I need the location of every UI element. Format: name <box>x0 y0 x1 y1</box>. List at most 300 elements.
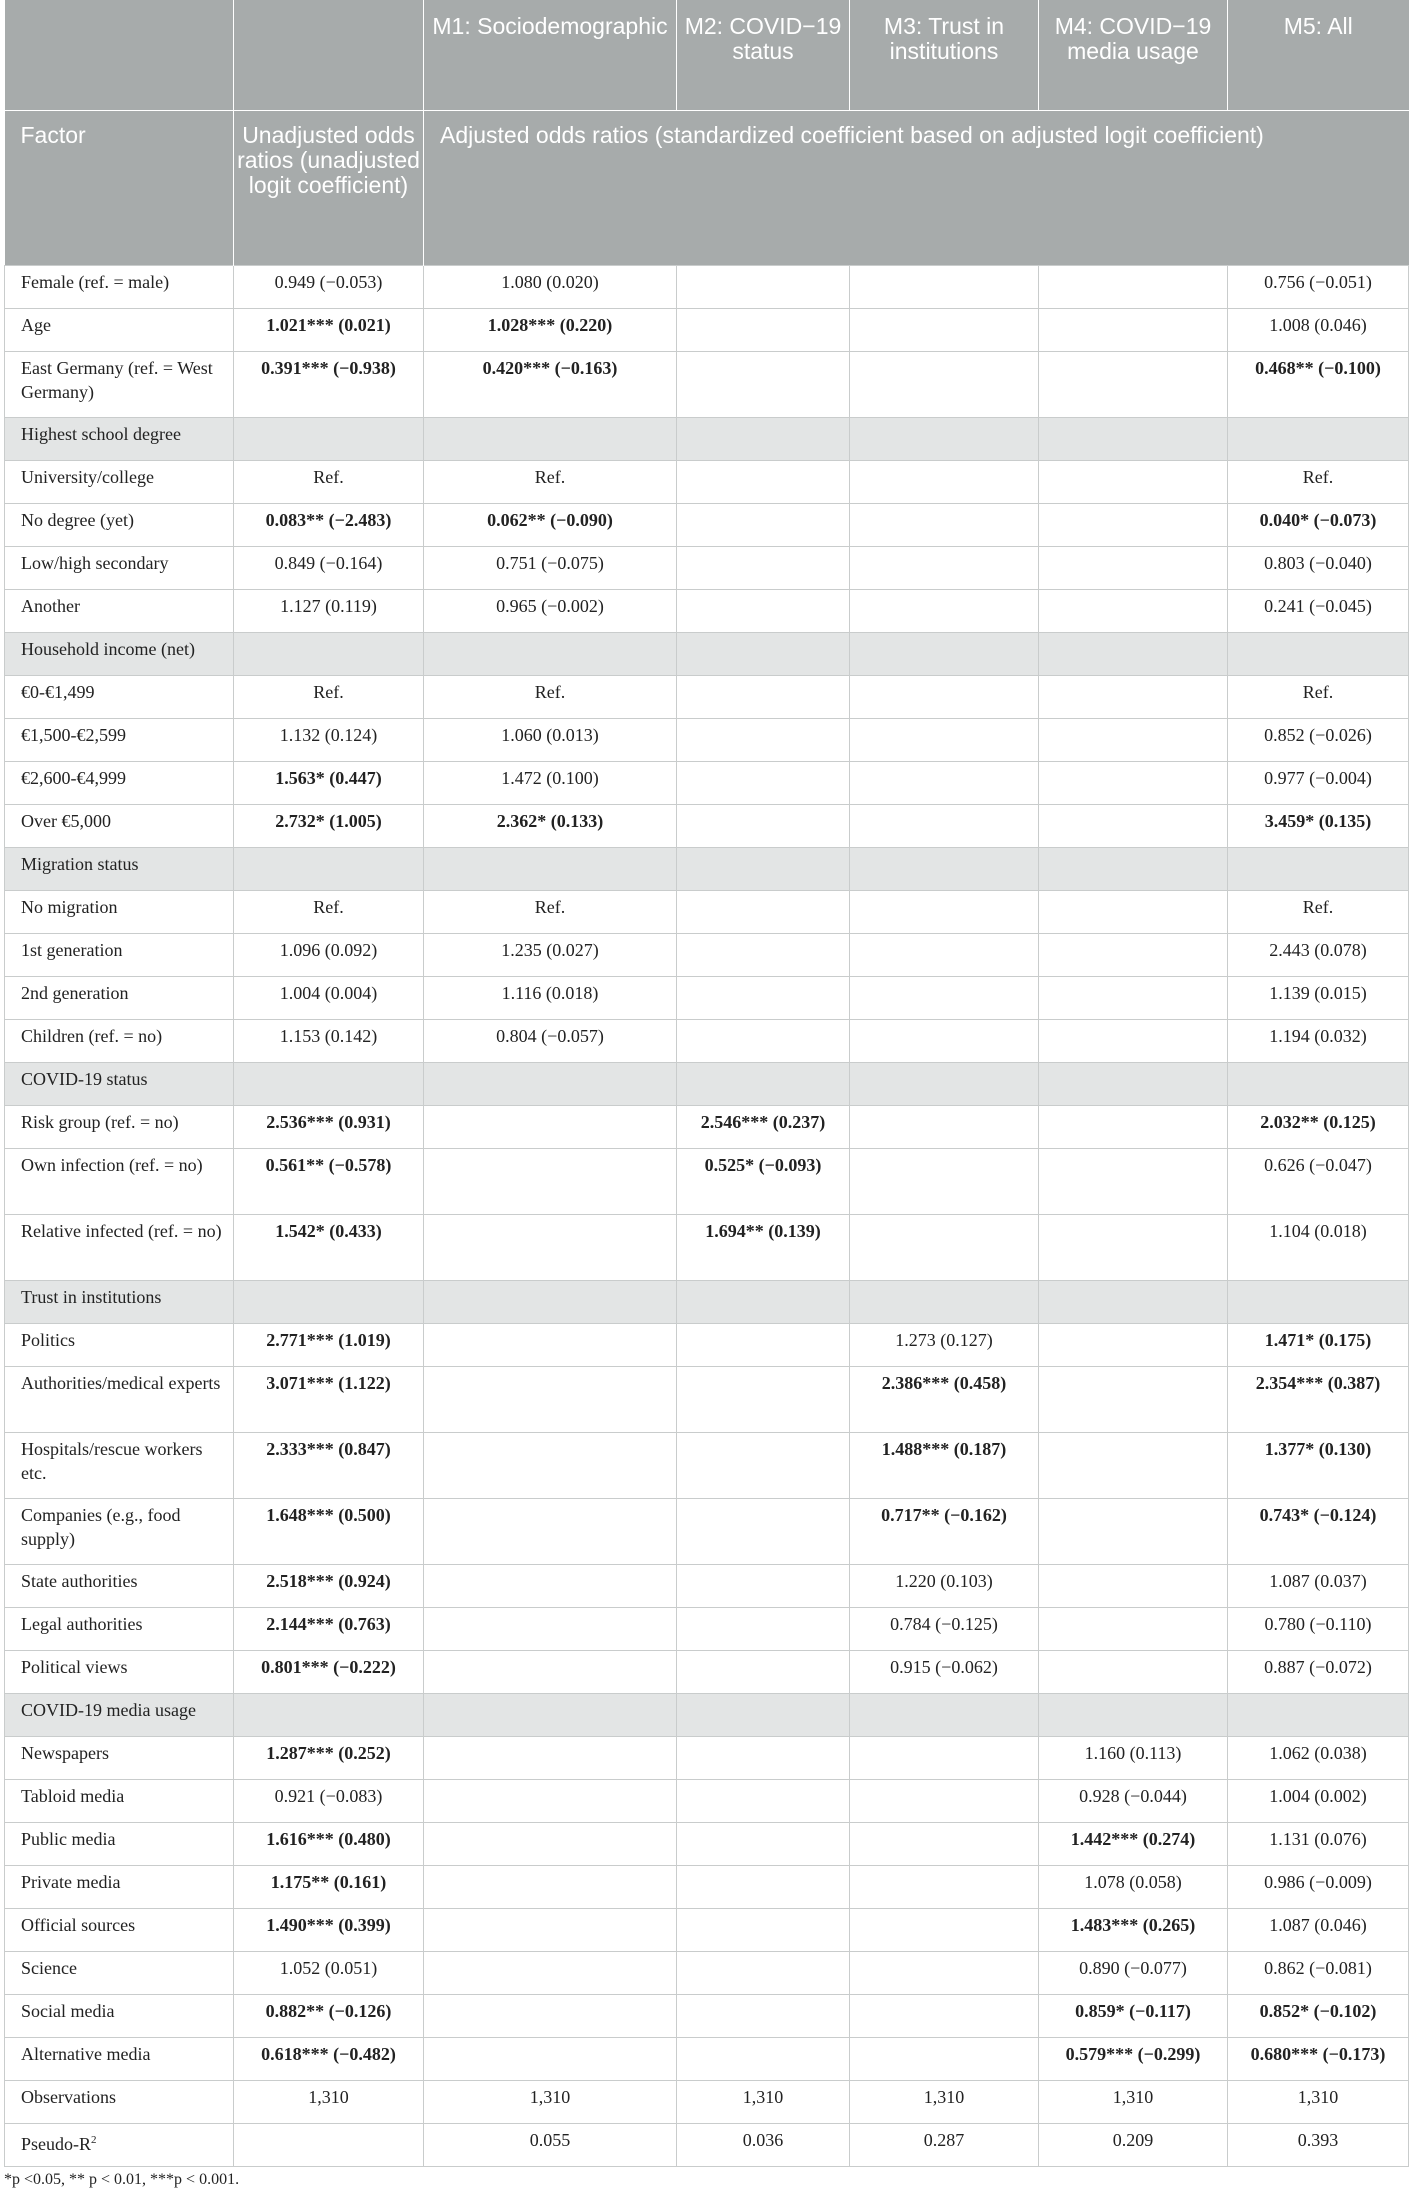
value-cell: 0.801*** (−0.222) <box>234 1651 424 1694</box>
value-cell <box>677 1866 850 1909</box>
value-cell: 2.144*** (0.763) <box>234 1608 424 1651</box>
value-cell <box>850 1281 1039 1324</box>
row-label <box>5 2124 234 2167</box>
value-cell: 2.536*** (0.931) <box>234 1106 424 1149</box>
value-cell <box>424 1737 677 1780</box>
model-header-m3: M3: Trust in institutions <box>850 0 1039 111</box>
value-cell <box>677 1995 850 2038</box>
value-cell <box>424 1608 677 1651</box>
row-label-text: Newspapers <box>21 1743 109 1763</box>
value-cell: 0.965 (−0.002) <box>424 590 677 633</box>
value-cell: 1.648*** (0.500) <box>234 1499 424 1565</box>
value-cell <box>850 1149 1039 1215</box>
value-cell <box>234 848 424 891</box>
value-cell: 1.087 (0.046) <box>1228 1909 1409 1952</box>
table-row <box>5 1866 1409 1909</box>
row-label-text: 1st generation <box>21 940 123 960</box>
value-cell <box>1039 934 1228 977</box>
row-label-text: Private media <box>21 1872 121 1892</box>
section-header-row <box>5 1063 1409 1106</box>
value-cell: 2.386*** (0.458) <box>850 1367 1039 1433</box>
row-label-text: Migration status <box>21 854 139 874</box>
value-cell <box>850 309 1039 352</box>
value-cell <box>850 2038 1039 2081</box>
value-cell <box>850 547 1039 590</box>
value-cell <box>1228 418 1409 461</box>
value-cell <box>1039 1499 1228 1565</box>
row-label <box>5 1952 234 1995</box>
row-label-text: Legal authorities <box>21 1614 143 1634</box>
row-label <box>5 1215 234 1281</box>
value-cell: 0.083** (−2.483) <box>234 504 424 547</box>
value-cell <box>850 1909 1039 1952</box>
value-cell <box>677 352 850 418</box>
value-cell <box>424 1565 677 1608</box>
row-label <box>5 461 234 504</box>
value-cell <box>677 1737 850 1780</box>
row-label <box>5 1020 234 1063</box>
value-cell: 1.131 (0.076) <box>1228 1823 1409 1866</box>
value-cell <box>677 805 850 848</box>
value-cell <box>1039 891 1228 934</box>
value-cell <box>677 547 850 590</box>
value-cell <box>850 719 1039 762</box>
row-label-text: COVID-19 media usage <box>21 1700 196 1720</box>
value-cell <box>424 1324 677 1367</box>
value-cell: Ref. <box>424 461 677 504</box>
value-cell: 0.287 <box>850 2124 1039 2167</box>
value-cell <box>677 1367 850 1433</box>
row-label <box>5 1780 234 1823</box>
value-cell <box>850 266 1039 309</box>
row-label-text: Politics <box>21 1330 76 1350</box>
value-cell <box>1039 1281 1228 1324</box>
value-cell <box>234 1281 424 1324</box>
value-cell <box>850 418 1039 461</box>
row-label-text: Risk group (ref. = no) <box>21 1112 179 1132</box>
value-cell: 0.862 (−0.081) <box>1228 1952 1409 1995</box>
value-cell <box>424 848 677 891</box>
value-cell <box>850 762 1039 805</box>
value-cell <box>850 461 1039 504</box>
value-cell <box>677 1608 850 1651</box>
value-cell <box>850 805 1039 848</box>
value-cell: 1,310 <box>677 2081 850 2124</box>
value-cell <box>1039 633 1228 676</box>
value-cell: Ref. <box>424 891 677 934</box>
significance-footnote: *p <0.05, ** p < 0.01, ***p < 0.001. <box>4 2171 240 2188</box>
section-header-row <box>5 1281 1409 1324</box>
table-row <box>5 676 1409 719</box>
table-row <box>5 504 1409 547</box>
value-cell <box>677 1694 850 1737</box>
value-cell: 0.986 (−0.009) <box>1228 1866 1409 1909</box>
model-header-empty <box>5 0 234 111</box>
value-cell: 0.468** (−0.100) <box>1228 352 1409 418</box>
row-label-text: €0-€1,499 <box>21 682 95 702</box>
row-label <box>5 1565 234 1608</box>
value-cell <box>1039 805 1228 848</box>
value-cell: 1.483*** (0.265) <box>1039 1909 1228 1952</box>
value-cell: 1.377* (0.130) <box>1228 1433 1409 1499</box>
section-label <box>5 418 234 461</box>
value-cell <box>1039 977 1228 1020</box>
row-label-text: No degree (yet) <box>21 510 134 530</box>
table-row <box>5 977 1409 1020</box>
value-cell <box>1228 1063 1409 1106</box>
row-label-text: Political views <box>21 1657 128 1677</box>
section-label <box>5 633 234 676</box>
value-cell: 1.116 (0.018) <box>424 977 677 1020</box>
table-row <box>5 1780 1409 1823</box>
value-cell: 3.459* (0.135) <box>1228 805 1409 848</box>
value-cell <box>424 1694 677 1737</box>
value-cell: 2.362* (0.133) <box>424 805 677 848</box>
value-cell <box>424 1433 677 1499</box>
value-cell <box>677 1952 850 1995</box>
value-cell: 0.391*** (−0.938) <box>234 352 424 418</box>
table-row <box>5 891 1409 934</box>
value-cell <box>424 1367 677 1433</box>
section-label <box>5 1063 234 1106</box>
row-label-text: Female (ref. = male) <box>21 272 170 292</box>
value-cell <box>424 1063 677 1106</box>
value-cell: 1.273 (0.127) <box>850 1324 1039 1367</box>
value-cell: Ref. <box>424 676 677 719</box>
value-cell <box>234 1063 424 1106</box>
value-cell <box>677 676 850 719</box>
row-label-text: Tabloid media <box>21 1786 125 1806</box>
value-cell <box>424 1651 677 1694</box>
row-label <box>5 1106 234 1149</box>
factor-header: Factor <box>5 111 234 266</box>
row-label <box>5 590 234 633</box>
row-label-text: Public media <box>21 1829 116 1849</box>
value-cell: 0.803 (−0.040) <box>1228 547 1409 590</box>
table-row <box>5 1215 1409 1281</box>
row-label <box>5 1608 234 1651</box>
row-label <box>5 547 234 590</box>
adjusted-header: Adjusted odds ratios (standardized coefficient based on adjusted logit coefficient) <box>424 111 1409 266</box>
value-cell <box>1228 848 1409 891</box>
value-cell <box>1039 504 1228 547</box>
value-cell <box>1039 719 1228 762</box>
value-cell <box>424 1952 677 1995</box>
value-cell: 1,310 <box>424 2081 677 2124</box>
table-row <box>5 2081 1409 2124</box>
value-cell: 1.087 (0.037) <box>1228 1565 1409 1608</box>
value-cell: 1,310 <box>1228 2081 1409 2124</box>
row-label <box>5 1367 234 1433</box>
table-row <box>5 934 1409 977</box>
value-cell: 0.921 (−0.083) <box>234 1780 424 1823</box>
value-cell: 1.004 (0.002) <box>1228 1780 1409 1823</box>
section-header-row <box>5 633 1409 676</box>
value-cell: Ref. <box>234 676 424 719</box>
row-label <box>5 266 234 309</box>
value-cell: 1.563* (0.447) <box>234 762 424 805</box>
row-label <box>5 309 234 352</box>
row-label-text: No migration <box>21 897 118 917</box>
value-cell: 2.732* (1.005) <box>234 805 424 848</box>
row-label-text: Science <box>21 1958 77 1978</box>
value-cell: 0.393 <box>1228 2124 1409 2167</box>
row-label <box>5 934 234 977</box>
row-label-text: Children (ref. = no) <box>21 1026 163 1046</box>
value-cell <box>677 1063 850 1106</box>
row-label-text: €2,600-€4,999 <box>21 768 126 788</box>
value-cell: 0.928 (−0.044) <box>1039 1780 1228 1823</box>
row-label-text: State authorities <box>21 1571 138 1591</box>
value-cell <box>424 1866 677 1909</box>
value-cell: 1.096 (0.092) <box>234 934 424 977</box>
value-cell <box>1039 1367 1228 1433</box>
value-cell <box>1039 676 1228 719</box>
value-cell <box>850 1780 1039 1823</box>
model-header-m1: M1: Sociodemographic <box>424 0 677 111</box>
value-cell: 0.579*** (−0.299) <box>1039 2038 1228 2081</box>
value-cell: 0.780 (−0.110) <box>1228 1608 1409 1651</box>
value-cell: 2.771*** (1.019) <box>234 1324 424 1367</box>
row-label-text: Age <box>21 315 51 335</box>
value-cell: 0.626 (−0.047) <box>1228 1149 1409 1215</box>
value-cell <box>850 1063 1039 1106</box>
value-cell <box>677 1651 850 1694</box>
value-cell: 0.852* (−0.102) <box>1228 1995 1409 2038</box>
value-cell <box>677 977 850 1020</box>
table-row <box>5 1106 1409 1149</box>
row-label-text: Household income (net) <box>21 639 195 659</box>
value-cell: 1.104 (0.018) <box>1228 1215 1409 1281</box>
column-header-row <box>5 111 1409 266</box>
row-label-text: Trust in institutions <box>21 1287 162 1307</box>
value-cell <box>677 1780 850 1823</box>
value-cell: 1.028*** (0.220) <box>424 309 677 352</box>
value-cell <box>850 848 1039 891</box>
value-cell <box>1039 1324 1228 1367</box>
value-cell <box>1039 590 1228 633</box>
row-label-text: Over €5,000 <box>21 811 111 831</box>
value-cell <box>1039 1149 1228 1215</box>
table-row <box>5 1149 1409 1215</box>
table-row <box>5 805 1409 848</box>
value-cell: 1.194 (0.032) <box>1228 1020 1409 1063</box>
row-label-text: Alternative media <box>21 2044 151 2064</box>
value-cell: 0.525* (−0.093) <box>677 1149 850 1215</box>
value-cell: 2.518*** (0.924) <box>234 1565 424 1608</box>
value-cell: 1,310 <box>234 2081 424 2124</box>
value-cell <box>677 934 850 977</box>
table-row <box>5 309 1409 352</box>
value-cell: 1.616*** (0.480) <box>234 1823 424 1866</box>
value-cell <box>1039 1215 1228 1281</box>
value-cell <box>850 1952 1039 1995</box>
value-cell <box>1228 633 1409 676</box>
value-cell <box>424 1995 677 2038</box>
row-label <box>5 1737 234 1780</box>
regression-table-container <box>4 0 1408 2189</box>
row-label <box>5 1866 234 1909</box>
value-cell <box>1039 547 1228 590</box>
value-cell <box>1039 1608 1228 1651</box>
table-row <box>5 1823 1409 1866</box>
value-cell <box>424 1823 677 1866</box>
value-cell: 0.852 (−0.026) <box>1228 719 1409 762</box>
row-label <box>5 2081 234 2124</box>
value-cell <box>1039 1063 1228 1106</box>
value-cell: 0.751 (−0.075) <box>424 547 677 590</box>
value-cell <box>677 1499 850 1565</box>
row-label-text: Official sources <box>21 1915 136 1935</box>
table-row <box>5 547 1409 590</box>
value-cell <box>850 891 1039 934</box>
table-row <box>5 1433 1409 1499</box>
value-cell: 1.062 (0.038) <box>1228 1737 1409 1780</box>
value-cell <box>850 1694 1039 1737</box>
value-cell <box>677 1324 850 1367</box>
row-label-text: Highest school degree <box>21 424 181 444</box>
value-cell <box>850 1866 1039 1909</box>
unadjusted-header: Unadjusted odds ratios (unadjusted logit coefficient) <box>234 111 424 266</box>
table-row <box>5 352 1409 418</box>
row-label <box>5 1823 234 1866</box>
value-cell: 0.241 (−0.045) <box>1228 590 1409 633</box>
value-cell: 1.175** (0.161) <box>234 1866 424 1909</box>
value-cell <box>1039 1020 1228 1063</box>
value-cell: 0.977 (−0.004) <box>1228 762 1409 805</box>
model-header-m5: M5: All <box>1228 0 1409 111</box>
value-cell <box>1228 1281 1409 1324</box>
value-cell: 0.784 (−0.125) <box>850 1608 1039 1651</box>
table-row <box>5 1565 1409 1608</box>
value-cell <box>1039 1651 1228 1694</box>
value-cell: 0.743* (−0.124) <box>1228 1499 1409 1565</box>
value-cell: Ref. <box>234 891 424 934</box>
value-cell: 1.542* (0.433) <box>234 1215 424 1281</box>
row-label <box>5 1909 234 1952</box>
superscript: 2 <box>91 2134 97 2146</box>
table-row <box>5 1499 1409 1565</box>
value-cell <box>424 1215 677 1281</box>
section-header-row <box>5 848 1409 891</box>
value-cell: 0.949 (−0.053) <box>234 266 424 309</box>
value-cell: 3.071*** (1.122) <box>234 1367 424 1433</box>
row-label-text: Companies (e.g., food supply) <box>21 1505 181 1549</box>
value-cell: 1,310 <box>850 2081 1039 2124</box>
model-header-m2: M2: COVID−19 status <box>677 0 850 111</box>
row-label <box>5 352 234 418</box>
row-label <box>5 805 234 848</box>
value-cell <box>1039 309 1228 352</box>
value-cell: 1.694** (0.139) <box>677 1215 850 1281</box>
value-cell <box>234 2124 424 2167</box>
value-cell <box>850 934 1039 977</box>
row-label-text: Another <box>21 596 80 616</box>
value-cell: 0.561** (−0.578) <box>234 1149 424 1215</box>
value-cell <box>1039 418 1228 461</box>
table-row <box>5 762 1409 805</box>
value-cell: Ref. <box>234 461 424 504</box>
value-cell <box>850 1995 1039 2038</box>
row-label-text: Hospitals/rescue workers etc. <box>21 1439 203 1483</box>
value-cell: 1.490*** (0.399) <box>234 1909 424 1952</box>
row-label <box>5 1995 234 2038</box>
value-cell <box>677 1909 850 1952</box>
section-header-row <box>5 1694 1409 1737</box>
value-cell <box>850 1823 1039 1866</box>
table-row <box>5 461 1409 504</box>
value-cell: 1.021*** (0.021) <box>234 309 424 352</box>
row-label <box>5 1651 234 1694</box>
value-cell: 1.442*** (0.274) <box>1039 1823 1228 1866</box>
value-cell <box>850 1106 1039 1149</box>
row-label <box>5 1433 234 1499</box>
table-row <box>5 1020 1409 1063</box>
value-cell <box>850 1737 1039 1780</box>
row-label-text: Relative infected (ref. = no) <box>21 1221 222 1241</box>
value-cell: 1.160 (0.113) <box>1039 1737 1228 1780</box>
value-cell: 2.443 (0.078) <box>1228 934 1409 977</box>
value-cell: 2.032** (0.125) <box>1228 1106 1409 1149</box>
value-cell <box>1039 1565 1228 1608</box>
value-cell <box>1039 461 1228 504</box>
value-cell <box>677 762 850 805</box>
value-cell: 1.220 (0.103) <box>850 1565 1039 1608</box>
section-label <box>5 848 234 891</box>
value-cell <box>850 676 1039 719</box>
value-cell <box>1039 1106 1228 1149</box>
value-cell: 1.472 (0.100) <box>424 762 677 805</box>
value-cell <box>1039 1433 1228 1499</box>
odds-ratio-table <box>4 0 1409 2167</box>
value-cell <box>850 352 1039 418</box>
row-label <box>5 977 234 1020</box>
value-cell: 1.008 (0.046) <box>1228 309 1409 352</box>
value-cell: 0.040* (−0.073) <box>1228 504 1409 547</box>
value-cell <box>677 418 850 461</box>
value-cell: 0.887 (−0.072) <box>1228 1651 1409 1694</box>
model-header-m4: M4: COVID−19 media usage <box>1039 0 1228 111</box>
value-cell: Ref. <box>1228 676 1409 719</box>
value-cell <box>1039 266 1228 309</box>
value-cell <box>850 977 1039 1020</box>
value-cell <box>677 461 850 504</box>
value-cell <box>1039 762 1228 805</box>
value-cell: Ref. <box>1228 891 1409 934</box>
value-cell <box>1039 1694 1228 1737</box>
value-cell: 2.546*** (0.237) <box>677 1106 850 1149</box>
value-cell <box>424 1106 677 1149</box>
value-cell <box>850 590 1039 633</box>
value-cell <box>677 1823 850 1866</box>
value-cell: 2.354*** (0.387) <box>1228 1367 1409 1433</box>
value-cell: 0.804 (−0.057) <box>424 1020 677 1063</box>
table-row <box>5 2038 1409 2081</box>
value-cell: 1.287*** (0.252) <box>234 1737 424 1780</box>
value-cell: Ref. <box>1228 461 1409 504</box>
value-cell: 1.060 (0.013) <box>424 719 677 762</box>
row-label-text: Observations <box>21 2087 116 2107</box>
row-label <box>5 676 234 719</box>
row-label-text: University/college <box>21 467 154 487</box>
row-label-text: East Germany (ref. = West Germany) <box>21 358 213 402</box>
value-cell: 0.062** (−0.090) <box>424 504 677 547</box>
value-cell: 2.333*** (0.847) <box>234 1433 424 1499</box>
value-cell: 0.890 (−0.077) <box>1039 1952 1228 1995</box>
model-header-row <box>5 0 1409 111</box>
table-row <box>5 1737 1409 1780</box>
value-cell <box>677 1281 850 1324</box>
